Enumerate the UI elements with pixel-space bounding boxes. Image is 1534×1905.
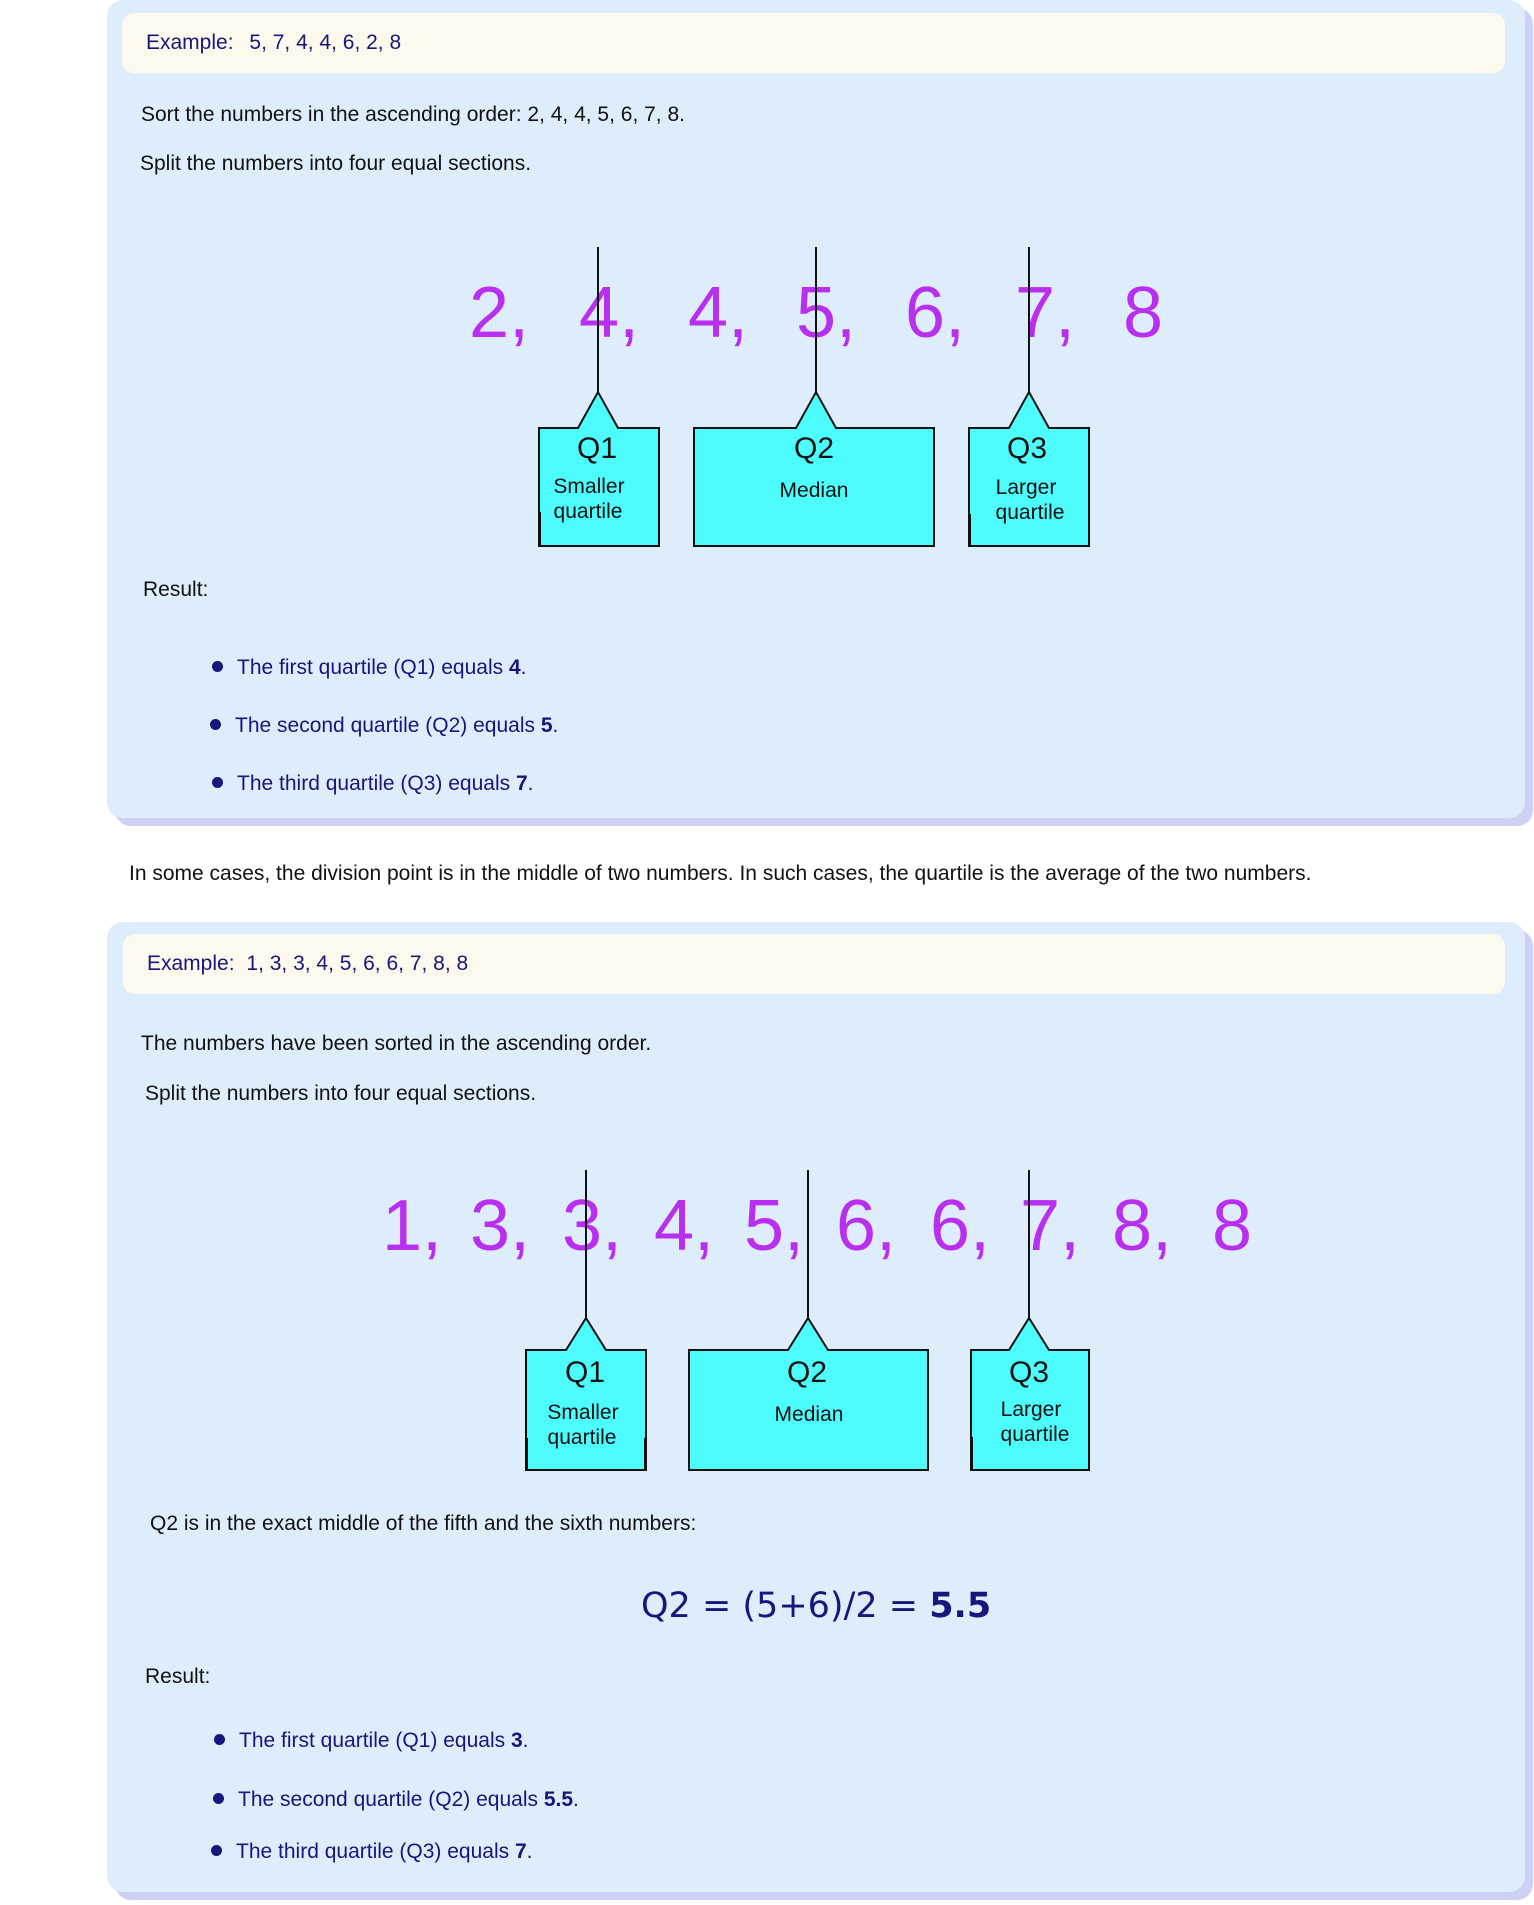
q2-title: Q2 — [786, 1356, 828, 1389]
sorted-number: 4, — [579, 273, 640, 353]
sorted-number: 3, — [562, 1186, 623, 1266]
example-1-step-sort: Sort the numbers in the ascending order: 2, 4, 4, 5, 6, 7, 8. — [141, 103, 685, 126]
sorted-number: 4, — [688, 273, 749, 353]
sorted-number: 5, — [744, 1186, 805, 1266]
example-1-quartile-diagram — [107, 0, 1525, 560]
example-2-formula — [641, 1586, 991, 1626]
q1-line1: Smaller — [553, 475, 625, 498]
example-2-header-prefix: Example: — [147, 952, 235, 975]
example-card-2 — [107, 922, 1525, 1892]
example-2-quartile-diagram — [107, 922, 1525, 1482]
q1-line2: quartile — [547, 1426, 617, 1449]
sorted-number: 6, — [930, 1186, 991, 1266]
sorted-number: 2, — [469, 273, 530, 353]
example-2-result-q3: The third quartile (Q3) equals 7. — [211, 1840, 533, 1864]
q2-line1: Median — [774, 1403, 844, 1426]
q3-line1: Larger — [1000, 1398, 1062, 1421]
q3-title: Q3 — [1008, 1356, 1050, 1389]
example-1-header-values: 5, 7, 4, 4, 6, 2, 8 — [249, 31, 402, 54]
q3-title: Q3 — [1006, 432, 1048, 465]
formula-expression: Q2 = (5+6)/2 = — [641, 1586, 930, 1626]
example-1-result-q2: The second quartile (Q2) equals 5. — [210, 714, 558, 738]
q2-title: Q2 — [793, 432, 835, 465]
formula-result: 5.5 — [929, 1586, 992, 1626]
sorted-number: 8 — [1123, 273, 1164, 353]
sorted-number: 4, — [654, 1186, 715, 1266]
example-1-result-q1: The first quartile (Q1) equals 4. — [212, 656, 526, 680]
example-1-step-split: Split the numbers into four equal sections. — [140, 152, 532, 175]
example-2-step-split: Split the numbers into four equal sections. — [145, 1082, 537, 1105]
sorted-number: 3, — [470, 1186, 531, 1266]
example-card-1 — [107, 0, 1525, 818]
example-2-header-values: 1, 3, 3, 4, 5, 6, 6, 7, 8, 8 — [246, 952, 469, 975]
sorted-number: 7, — [1020, 1186, 1081, 1266]
example-1-result-label: Result: — [143, 578, 209, 601]
example-1-result-q3: The third quartile (Q3) equals 7. — [212, 772, 534, 796]
q2-line1: Median — [779, 479, 849, 502]
example-2-middle-note: Q2 is in the exact middle of the fifth and the sixth numbers: — [150, 1512, 697, 1535]
q1-line2: quartile — [553, 500, 623, 523]
sorted-number: 6, — [905, 273, 966, 353]
sorted-number: 1, — [382, 1186, 443, 1266]
sorted-number: 8 — [1212, 1186, 1253, 1266]
sorted-number: 7, — [1015, 273, 1076, 353]
sorted-number: 6, — [836, 1186, 897, 1266]
example-2-step-sorted: The numbers have been sorted in the ascending order. — [141, 1032, 652, 1055]
q3-line2: quartile — [1000, 1423, 1070, 1446]
q3-callout-box — [971, 1318, 1089, 1470]
example-1-header-prefix: Example: — [146, 31, 234, 54]
example-2-result-q1: The first quartile (Q1) equals 3. — [214, 1729, 528, 1753]
sorted-number: 8, — [1112, 1186, 1173, 1266]
q1-line1: Smaller — [547, 1401, 619, 1424]
q2-callout-box — [694, 392, 934, 546]
q1-title: Q1 — [564, 1356, 606, 1389]
between-examples-paragraph: In some cases, the division point is in the middle of two numbers. In such cases, the quartile is the average of the two numbers. — [129, 862, 1312, 885]
q1-title: Q1 — [576, 432, 618, 465]
q2-callout-box — [689, 1318, 928, 1470]
q3-line1: Larger — [995, 476, 1057, 499]
example-2-result-label: Result: — [145, 1665, 211, 1688]
example-2-result-q2: The second quartile (Q2) equals 5.5. — [213, 1788, 579, 1812]
sorted-number: 5, — [796, 273, 857, 353]
q3-line2: quartile — [995, 501, 1065, 524]
